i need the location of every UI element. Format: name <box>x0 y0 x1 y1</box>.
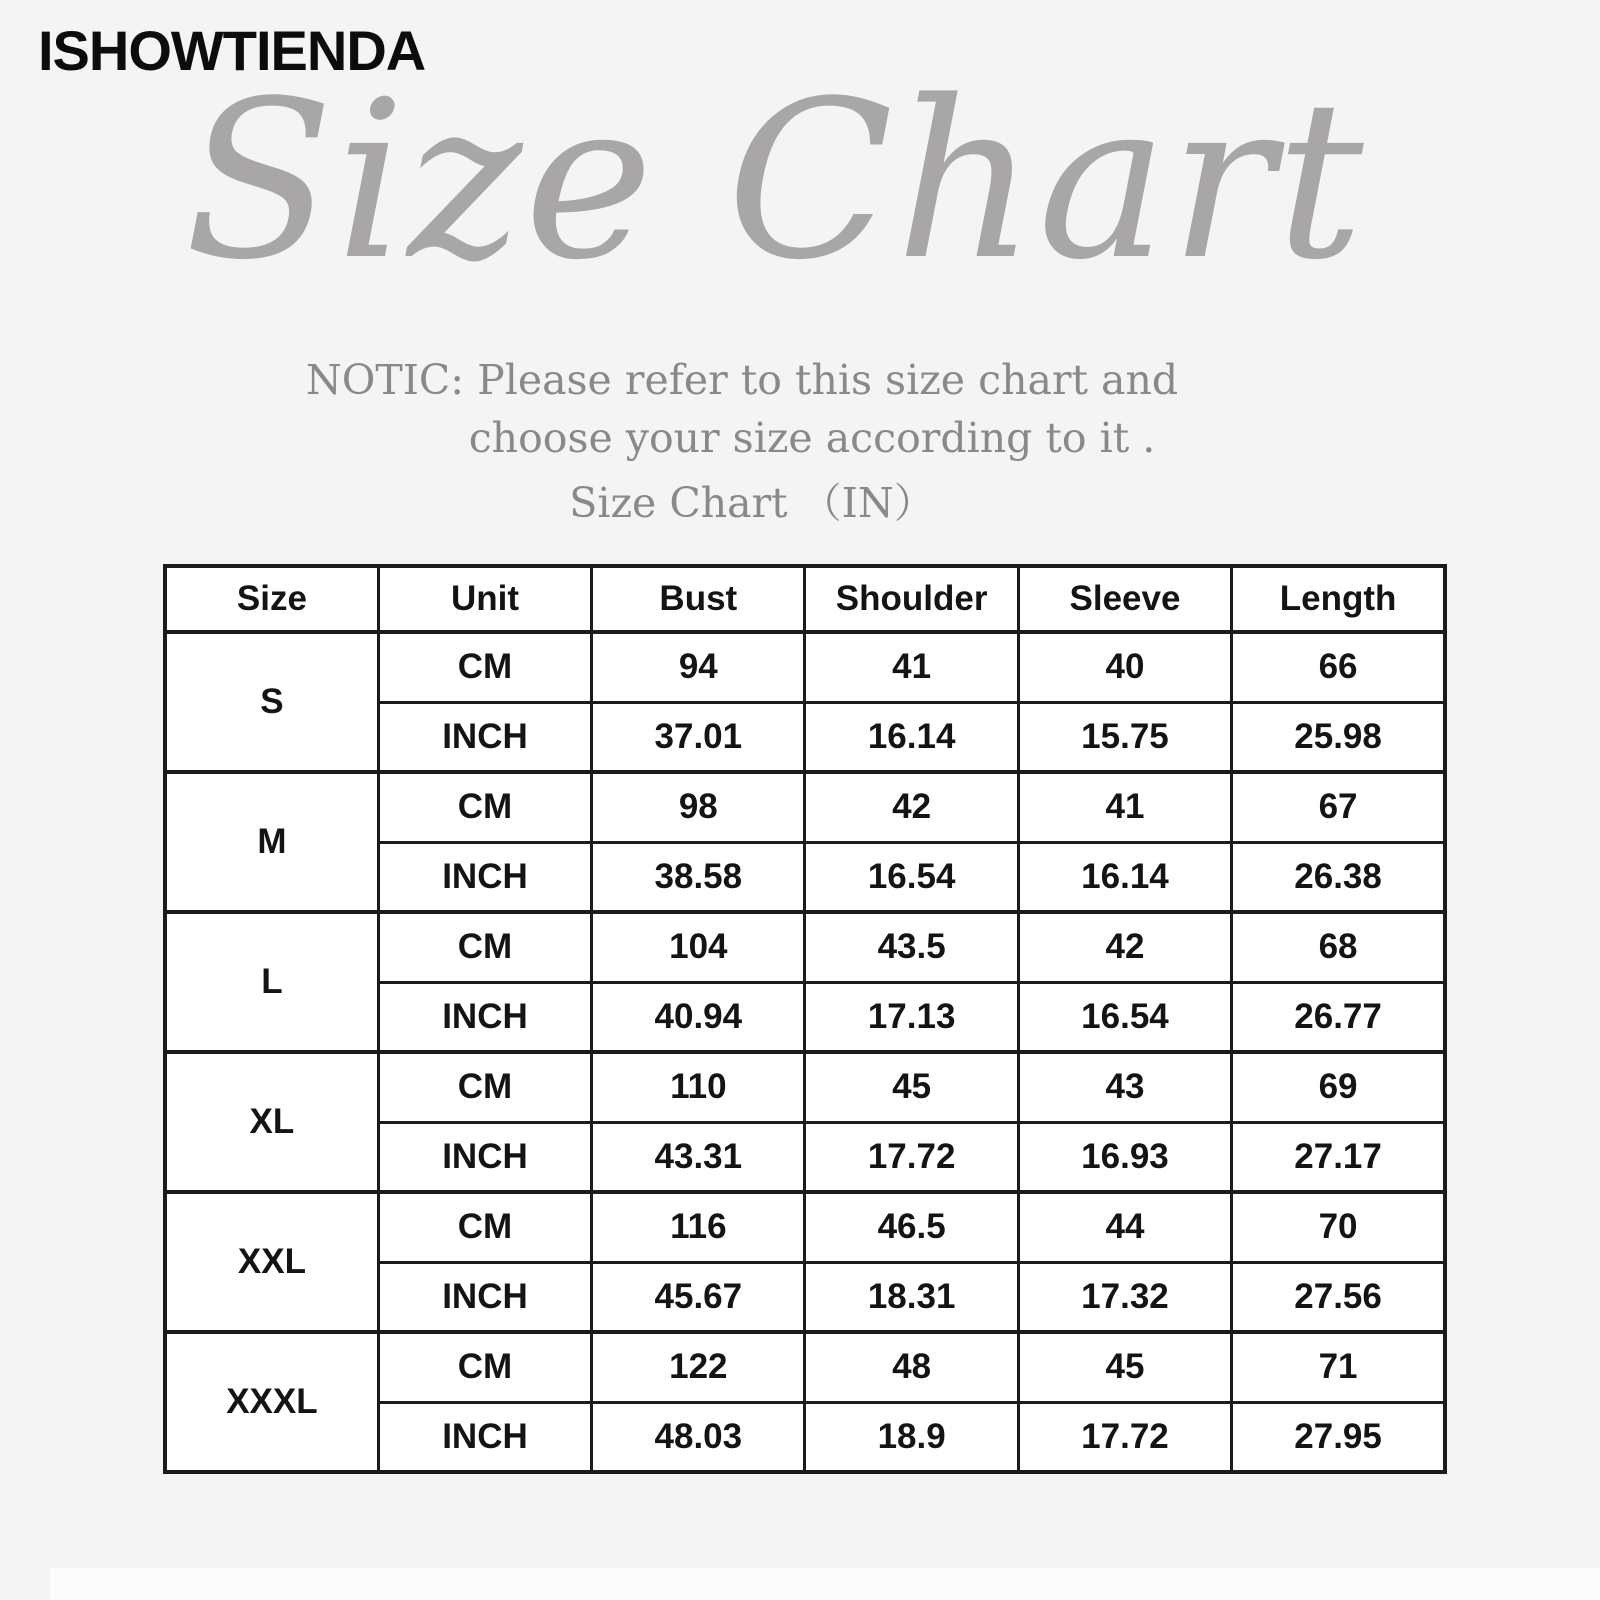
sleeve-cell: 45 <box>1018 1332 1231 1402</box>
size-label-cell: S <box>165 632 378 772</box>
sleeve-cell: 41 <box>1018 772 1231 842</box>
length-cell: 26.77 <box>1232 982 1445 1052</box>
length-cell: 27.56 <box>1232 1262 1445 1332</box>
row-l-cm <box>165 912 1445 982</box>
column-header-sleeve: Sleeve <box>1018 566 1231 632</box>
brand-logo-text: ISHOWTIENDA <box>38 19 426 82</box>
shoulder-cell: 46.5 <box>805 1192 1018 1262</box>
shoulder-cell: 17.72 <box>805 1122 1018 1192</box>
unit-cell: INCH <box>378 842 591 912</box>
size-label-cell: L <box>165 912 378 1052</box>
row-m-cm <box>165 772 1445 842</box>
shoulder-cell: 16.54 <box>805 842 1018 912</box>
shoulder-cell: 18.31 <box>805 1262 1018 1332</box>
column-header-bust: Bust <box>592 566 805 632</box>
shoulder-cell: 45 <box>805 1052 1018 1122</box>
size-chart-unit-caption: Size Chart （IN） <box>569 479 935 527</box>
bust-cell: 122 <box>592 1332 805 1402</box>
length-cell: 71 <box>1232 1332 1445 1402</box>
header-row <box>165 566 1445 632</box>
size-table-body <box>165 632 1445 1472</box>
length-cell: 27.17 <box>1232 1122 1445 1192</box>
unit-cell: CM <box>378 1052 591 1122</box>
length-cell: 69 <box>1232 1052 1445 1122</box>
size-label-cell: XXXL <box>165 1332 378 1472</box>
unit-cell: INCH <box>378 1122 591 1192</box>
sleeve-cell: 16.93 <box>1018 1122 1231 1192</box>
row-xxxl-cm <box>165 1332 1445 1402</box>
bust-cell: 40.94 <box>592 982 805 1052</box>
bottom-white-strip <box>50 1568 1600 1600</box>
length-cell: 25.98 <box>1232 702 1445 772</box>
column-header-shoulder: Shoulder <box>805 566 1018 632</box>
size-table-header <box>165 566 1445 632</box>
shoulder-cell: 18.9 <box>805 1402 1018 1472</box>
bust-cell: 38.58 <box>592 842 805 912</box>
shoulder-cell: 41 <box>805 632 1018 702</box>
sleeve-cell: 43 <box>1018 1052 1231 1122</box>
length-cell: 68 <box>1232 912 1445 982</box>
row-xl-cm <box>165 1052 1445 1122</box>
unit-cell: INCH <box>378 982 591 1052</box>
notice-line-2: choose your size according to it . <box>468 414 1156 462</box>
shoulder-cell: 17.13 <box>805 982 1018 1052</box>
size-chart-table <box>163 564 1447 1474</box>
sleeve-cell: 16.54 <box>1018 982 1231 1052</box>
bust-cell: 110 <box>592 1052 805 1122</box>
column-header-length: Length <box>1232 566 1445 632</box>
unit-cell: CM <box>378 632 591 702</box>
unit-cell: CM <box>378 1332 591 1402</box>
shoulder-cell: 42 <box>805 772 1018 842</box>
shoulder-cell: 48 <box>805 1332 1018 1402</box>
unit-cell: INCH <box>378 702 591 772</box>
row-xxl-cm <box>165 1192 1445 1262</box>
length-cell: 27.95 <box>1232 1402 1445 1472</box>
sleeve-cell: 17.32 <box>1018 1262 1231 1332</box>
bust-cell: 48.03 <box>592 1402 805 1472</box>
bust-cell: 45.67 <box>592 1262 805 1332</box>
shoulder-cell: 16.14 <box>805 702 1018 772</box>
bust-cell: 104 <box>592 912 805 982</box>
size-label-cell: XL <box>165 1052 378 1192</box>
unit-cell: CM <box>378 1192 591 1262</box>
length-cell: 26.38 <box>1232 842 1445 912</box>
bust-cell: 98 <box>592 772 805 842</box>
notice-line-1: NOTIC: Please refer to this size chart and <box>305 356 1179 404</box>
bust-cell: 37.01 <box>592 702 805 772</box>
unit-cell: INCH <box>378 1262 591 1332</box>
row-s-cm <box>165 632 1445 702</box>
size-label-cell: M <box>165 772 378 912</box>
sleeve-cell: 44 <box>1018 1192 1231 1262</box>
length-cell: 66 <box>1232 632 1445 702</box>
sleeve-cell: 16.14 <box>1018 842 1231 912</box>
sleeve-cell: 42 <box>1018 912 1231 982</box>
length-cell: 70 <box>1232 1192 1445 1262</box>
length-cell: 67 <box>1232 772 1445 842</box>
unit-cell: CM <box>378 912 591 982</box>
column-header-size: Size <box>165 566 378 632</box>
shoulder-cell: 43.5 <box>805 912 1018 982</box>
sleeve-cell: 17.72 <box>1018 1402 1231 1472</box>
bust-cell: 43.31 <box>592 1122 805 1192</box>
size-label-cell: XXL <box>165 1192 378 1332</box>
sleeve-cell: 15.75 <box>1018 702 1231 772</box>
script-title: Size Chart <box>184 55 1366 308</box>
unit-cell: INCH <box>378 1402 591 1472</box>
bust-cell: 116 <box>592 1192 805 1262</box>
unit-cell: CM <box>378 772 591 842</box>
bust-cell: 94 <box>592 632 805 702</box>
column-header-unit: Unit <box>378 566 591 632</box>
sleeve-cell: 40 <box>1018 632 1231 702</box>
